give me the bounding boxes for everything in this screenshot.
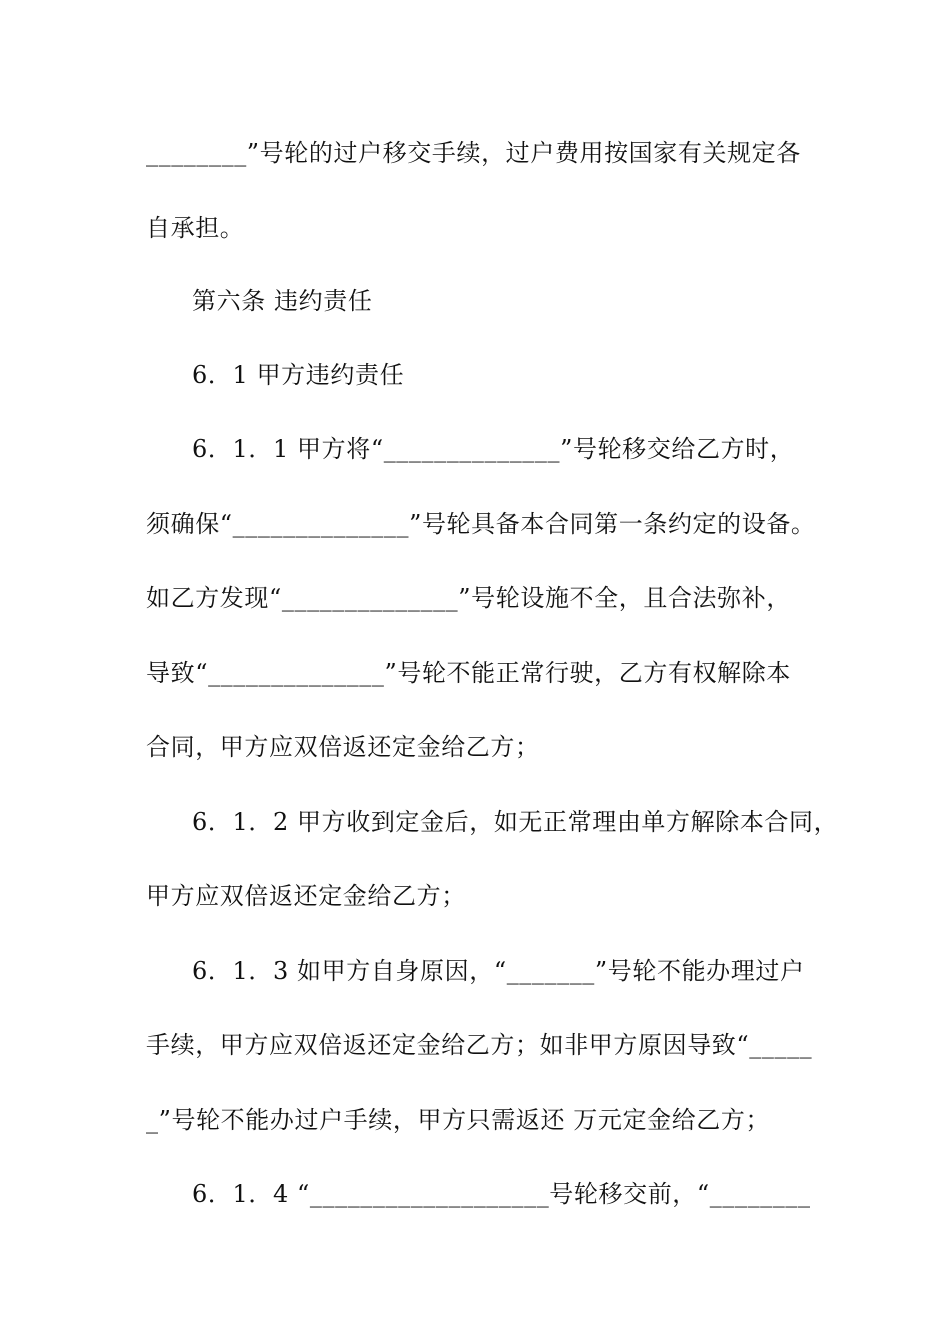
paragraph-line: 自承担。	[146, 214, 245, 242]
paragraph-line: 合同，甲方应双倍返还定金给乙方；	[146, 733, 540, 761]
clause-line: 6．1．3 如甲方自身原因，“_______”号轮不能办理过户	[192, 957, 805, 985]
paragraph-line: ________”号轮的过户移交手续，过户费用按国家有关规定各	[146, 139, 801, 167]
clause-line: 6．1．1 甲方将“______________”号轮移交给乙方时，	[192, 435, 795, 463]
clause-line: 6．1．4 “___________________号轮移交前，“________	[192, 1180, 811, 1208]
clause-line: 6．1．2 甲方收到定金后，如无正常理由单方解除本合同，	[192, 808, 839, 836]
paragraph-line: 导致“______________”号轮不能正常行驶，乙方有权解除本	[146, 659, 791, 687]
paragraph-line: 如乙方发现“______________”号轮设施不全，且合法弥补，	[146, 584, 791, 612]
paragraph-line: _”号轮不能办过户手续，甲方只需返还 万元定金给乙方；	[146, 1106, 771, 1134]
section-heading: 6．1 甲方违约责任	[192, 361, 405, 389]
paragraph-line: 甲方应双倍返还定金给乙方；	[146, 882, 466, 910]
paragraph-line: 须确保“______________”号轮具备本合同第一条约定的设备。	[146, 510, 816, 538]
article-heading: 第六条 违约责任	[192, 287, 373, 315]
paragraph-line: 手续，甲方应双倍返还定金给乙方；如非甲方原因导致“_____	[146, 1031, 813, 1059]
